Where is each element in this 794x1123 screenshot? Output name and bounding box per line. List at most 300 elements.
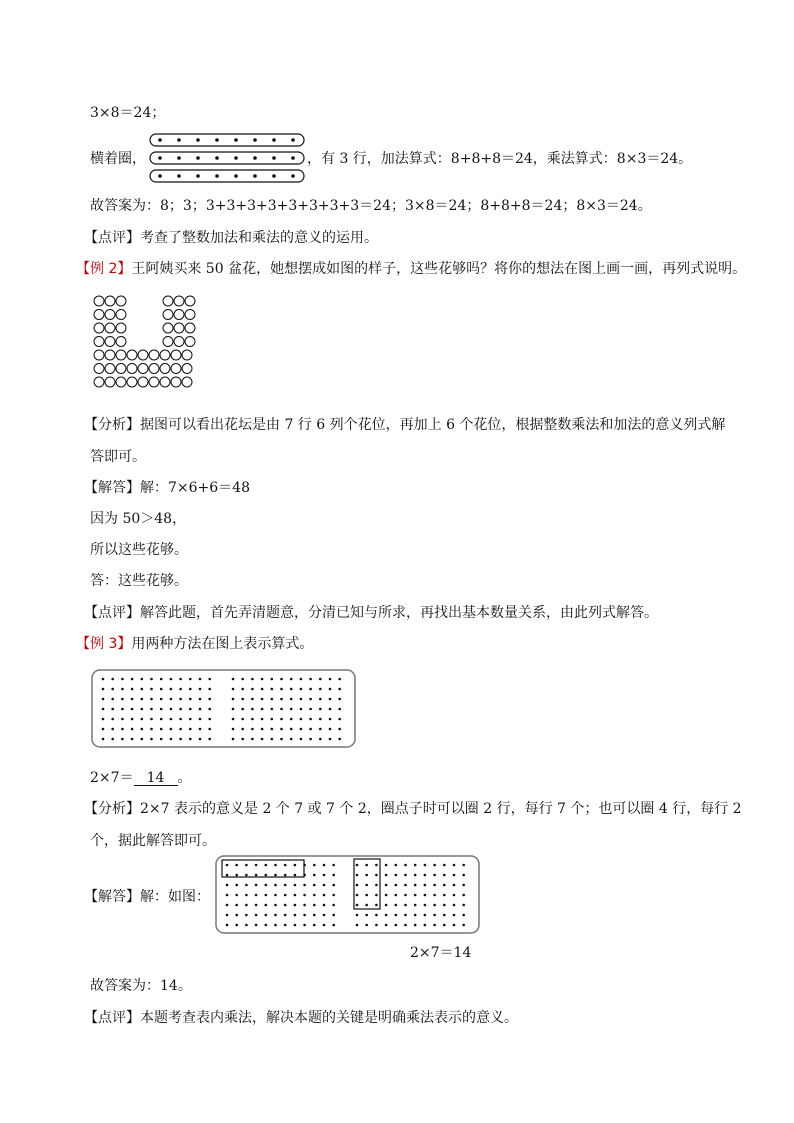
dot — [232, 728, 235, 731]
dot — [177, 174, 181, 178]
dot — [443, 894, 446, 897]
dot — [365, 864, 368, 867]
flower-pot — [116, 350, 126, 360]
ex1-dot-rows-figure — [148, 131, 308, 185]
dot — [294, 924, 297, 927]
dot — [443, 914, 446, 917]
dot — [453, 874, 456, 877]
dot — [395, 884, 398, 887]
dot — [179, 688, 182, 691]
dot — [365, 924, 368, 927]
dot — [303, 924, 306, 927]
flower-pot — [182, 350, 192, 360]
dot — [290, 728, 293, 731]
flower-pot — [149, 350, 159, 360]
dot — [261, 718, 264, 721]
dot — [274, 864, 277, 867]
dot — [150, 708, 153, 711]
flower-pot — [174, 337, 184, 347]
dot — [131, 718, 134, 721]
dot — [234, 138, 238, 142]
dot — [189, 698, 192, 701]
dot — [424, 884, 427, 887]
dot — [189, 718, 192, 721]
dot — [385, 874, 388, 877]
dot — [433, 904, 436, 907]
dot — [271, 708, 274, 711]
dot — [245, 924, 248, 927]
dot — [424, 914, 427, 917]
dot — [309, 718, 312, 721]
dot — [291, 156, 295, 160]
flower-pot — [185, 296, 195, 306]
dot — [199, 718, 202, 721]
dot — [274, 904, 277, 907]
dot — [313, 894, 316, 897]
ex1-answer: 故答案为：8；3；3+3+3+3+3+3+3+3＝24；3×8＝24；8+8+8＝24；8×3＝24。 — [90, 198, 652, 214]
dot — [332, 914, 335, 917]
ex3-analysis-2: 个，据此解答即可。 — [90, 833, 216, 849]
dot — [179, 718, 182, 721]
dot — [179, 728, 182, 731]
dot — [284, 864, 287, 867]
dot — [179, 738, 182, 741]
dot — [199, 698, 202, 701]
dot — [261, 688, 264, 691]
ex1-comment: 考查了整数加法和乘法的意义的运用。 — [140, 230, 378, 246]
flower-pot — [182, 377, 192, 387]
dot — [338, 728, 341, 731]
flower-pot — [116, 310, 126, 320]
dot — [199, 728, 202, 731]
flower-pot — [160, 364, 170, 374]
dot — [251, 698, 254, 701]
dot — [280, 708, 283, 711]
dot — [271, 678, 274, 681]
ex3-analysis-1: 2×7 表示的意义是 2 个 7 或 7 个 2，圈点子时可以圈 2 行，每行 7 个；也可以圈 4 行，每行 2 — [140, 801, 742, 817]
flower-pot — [127, 364, 137, 374]
dot — [319, 728, 322, 731]
dot — [170, 738, 173, 741]
dot — [453, 924, 456, 927]
dot — [245, 894, 248, 897]
dot — [208, 678, 211, 681]
dot — [424, 924, 427, 927]
dot — [300, 688, 303, 691]
dot — [462, 864, 465, 867]
dot — [261, 708, 264, 711]
ex3-figure-caption: 2×7＝14 — [410, 945, 472, 961]
dot — [271, 718, 274, 721]
dot — [443, 924, 446, 927]
dot — [208, 698, 211, 701]
dot — [332, 924, 335, 927]
dot — [208, 728, 211, 731]
dot — [323, 924, 326, 927]
dot — [179, 698, 182, 701]
dot — [141, 678, 144, 681]
dot — [375, 864, 378, 867]
flower-pot — [94, 377, 104, 387]
flower-pot — [116, 323, 126, 333]
dot — [414, 914, 417, 917]
flower-pot — [149, 377, 159, 387]
dot — [208, 688, 211, 691]
dot — [300, 738, 303, 741]
flower-pot — [116, 364, 126, 374]
dot — [272, 138, 276, 142]
dot — [329, 718, 332, 721]
ex3-formula-suffix: 。 — [177, 770, 192, 786]
dot — [462, 904, 465, 907]
dot — [284, 914, 287, 917]
dot — [375, 914, 378, 917]
dot — [111, 708, 114, 711]
dot — [241, 708, 244, 711]
dot — [356, 864, 359, 867]
dot — [313, 864, 316, 867]
dot — [241, 738, 244, 741]
dot — [443, 884, 446, 887]
dot — [329, 708, 332, 711]
dot — [255, 874, 258, 877]
dot — [235, 894, 238, 897]
dot — [271, 698, 274, 701]
dot — [150, 718, 153, 721]
ex3-tag: 【例 3】 — [76, 636, 132, 652]
dot — [414, 894, 417, 897]
ex3-dot-grid-figure — [91, 669, 357, 749]
dot — [319, 678, 322, 681]
dot — [265, 924, 268, 927]
dot — [309, 708, 312, 711]
dot — [365, 884, 368, 887]
dot — [177, 156, 181, 160]
dot — [261, 698, 264, 701]
ex2-analysis-2: 答即可。 — [90, 449, 146, 465]
dot — [462, 914, 465, 917]
dot — [329, 728, 332, 731]
dot — [338, 678, 341, 681]
dot — [111, 738, 114, 741]
flower-pot — [174, 323, 184, 333]
dot — [375, 924, 378, 927]
dot — [291, 174, 295, 178]
dot — [414, 904, 417, 907]
dot — [160, 728, 163, 731]
flower-pot — [182, 364, 192, 374]
dot — [226, 874, 229, 877]
dot — [271, 688, 274, 691]
dot — [141, 698, 144, 701]
flower-pot — [171, 350, 181, 360]
dot — [414, 874, 417, 877]
dot — [424, 864, 427, 867]
dot — [443, 874, 446, 877]
dot — [196, 138, 200, 142]
dot — [111, 688, 114, 691]
dot — [131, 688, 134, 691]
dot — [226, 904, 229, 907]
ex2-comment: 解答此题，首先弄清题意，分清已知与所求，再找出基本数量关系，由此列式解答。 — [140, 605, 658, 621]
dot — [462, 894, 465, 897]
dot — [365, 894, 368, 897]
dot — [226, 894, 229, 897]
dot — [170, 708, 173, 711]
dot — [274, 914, 277, 917]
flower-pot — [171, 364, 181, 374]
dot — [274, 924, 277, 927]
dot — [160, 738, 163, 741]
dot — [265, 874, 268, 877]
dot — [329, 698, 332, 701]
dot — [291, 138, 295, 142]
dot — [294, 904, 297, 907]
dot — [251, 728, 254, 731]
dot — [196, 174, 200, 178]
ex1-circle-suffix: ，有 3 行，加法算式：8+8+8＝24，乘法算式：8×3＝24。 — [307, 151, 693, 167]
flower-pot — [127, 350, 137, 360]
dot — [443, 864, 446, 867]
dot — [332, 904, 335, 907]
dot — [433, 884, 436, 887]
dot — [121, 728, 124, 731]
dot — [414, 884, 417, 887]
ex2-question: 王阿姨买来 50 盆花，她想摆成如图的样子，这些花够吗？将你的想法在图上画一画，再列式说明。 — [131, 261, 747, 277]
dot — [453, 884, 456, 887]
dot — [284, 894, 287, 897]
dot — [245, 914, 248, 917]
dot — [280, 728, 283, 731]
dot — [284, 924, 287, 927]
dot — [121, 698, 124, 701]
dot — [284, 904, 287, 907]
dot — [375, 874, 378, 877]
dot — [102, 728, 105, 731]
dot — [121, 678, 124, 681]
dot — [255, 864, 258, 867]
dot — [313, 914, 316, 917]
dot — [404, 864, 407, 867]
dot — [102, 698, 105, 701]
dot — [356, 894, 359, 897]
dot — [323, 914, 326, 917]
dot — [274, 884, 277, 887]
dot — [284, 874, 287, 877]
dot — [433, 894, 436, 897]
dot — [338, 708, 341, 711]
dot — [356, 884, 359, 887]
flower-pot — [171, 377, 181, 387]
flower-pot — [138, 377, 148, 387]
dot — [404, 914, 407, 917]
dot — [245, 904, 248, 907]
dot — [241, 688, 244, 691]
dot — [424, 874, 427, 877]
dot — [208, 718, 211, 721]
dot — [280, 678, 283, 681]
dot — [375, 904, 378, 907]
ex2-analysis-1: 据图可以看出花坛是由 7 行 6 列个花位，再加上 6 个花位，根据整数乘法和加法的意义列式解 — [140, 417, 726, 433]
dot — [313, 874, 316, 877]
flower-pot — [163, 296, 173, 306]
ex3-solution: 解：如图： — [140, 889, 210, 905]
dot — [199, 688, 202, 691]
dot — [141, 718, 144, 721]
dot — [160, 708, 163, 711]
dot — [462, 874, 465, 877]
dot — [208, 738, 211, 741]
dot — [290, 688, 293, 691]
dot — [462, 884, 465, 887]
dot — [232, 708, 235, 711]
flower-pot — [174, 310, 184, 320]
dot — [150, 678, 153, 681]
dot — [323, 864, 326, 867]
dot — [365, 874, 368, 877]
dot — [309, 698, 312, 701]
dot — [300, 708, 303, 711]
dot — [375, 884, 378, 887]
dot — [453, 864, 456, 867]
dot — [356, 914, 359, 917]
dot — [274, 894, 277, 897]
dot — [160, 688, 163, 691]
selection-2-rows-of-7 — [222, 860, 304, 877]
dot — [255, 904, 258, 907]
dot — [271, 738, 274, 741]
dot — [265, 894, 268, 897]
dot — [261, 728, 264, 731]
ex3-comment-tag: 【点评】 — [84, 1010, 140, 1026]
dot — [245, 884, 248, 887]
dot — [290, 708, 293, 711]
dot — [303, 894, 306, 897]
ex2-analysis-tag: 【分析】 — [84, 417, 140, 433]
dot — [272, 156, 276, 160]
dot — [179, 678, 182, 681]
flower-pot — [160, 350, 170, 360]
dot — [385, 884, 388, 887]
dot — [253, 156, 257, 160]
dot — [290, 718, 293, 721]
dot — [189, 708, 192, 711]
dot — [160, 678, 163, 681]
dot — [111, 698, 114, 701]
dot — [241, 728, 244, 731]
flower-pot — [105, 310, 115, 320]
dot — [395, 874, 398, 877]
ex2-tag: 【例 2】 — [76, 261, 132, 277]
dot — [170, 718, 173, 721]
flower-pot — [105, 377, 115, 387]
dot — [414, 864, 417, 867]
dot — [199, 738, 202, 741]
dot — [215, 156, 219, 160]
dot — [241, 698, 244, 701]
dot — [141, 688, 144, 691]
dot — [232, 678, 235, 681]
dot — [356, 904, 359, 907]
flower-pot — [94, 323, 104, 333]
dot — [251, 688, 254, 691]
dot — [226, 864, 229, 867]
dot — [319, 738, 322, 741]
dot — [170, 728, 173, 731]
dot — [232, 738, 235, 741]
dot — [102, 688, 105, 691]
ex2-solution: 解：7×6+6＝48 — [140, 480, 250, 496]
dot — [131, 738, 134, 741]
dot — [338, 688, 341, 691]
dot — [245, 874, 248, 877]
dot — [141, 708, 144, 711]
dot — [121, 718, 124, 721]
dot — [141, 728, 144, 731]
dot — [385, 894, 388, 897]
dot — [290, 738, 293, 741]
dot — [274, 874, 277, 877]
dot — [294, 894, 297, 897]
dot — [319, 718, 322, 721]
dot — [226, 884, 229, 887]
dot — [199, 678, 202, 681]
dot — [414, 924, 417, 927]
ex3-solution-figure — [215, 855, 481, 935]
dot — [158, 156, 162, 160]
flower-pot — [185, 310, 195, 320]
dot — [395, 904, 398, 907]
dot — [235, 874, 238, 877]
dot — [300, 678, 303, 681]
dot — [453, 894, 456, 897]
dot — [443, 904, 446, 907]
flower-pot — [105, 337, 115, 347]
dot — [323, 904, 326, 907]
dot — [158, 174, 162, 178]
dot — [271, 728, 274, 731]
dot — [150, 738, 153, 741]
dot — [319, 688, 322, 691]
dot — [395, 924, 398, 927]
dot — [385, 914, 388, 917]
dot — [255, 924, 258, 927]
dot — [453, 904, 456, 907]
dot — [235, 924, 238, 927]
dot — [300, 718, 303, 721]
dot — [261, 678, 264, 681]
dot — [253, 174, 257, 178]
flower-pot — [105, 296, 115, 306]
dot — [329, 678, 332, 681]
dot — [111, 678, 114, 681]
dot — [189, 738, 192, 741]
dot — [226, 914, 229, 917]
dot — [313, 884, 316, 887]
dot — [232, 688, 235, 691]
dot — [294, 874, 297, 877]
dot — [404, 884, 407, 887]
flower-pot — [185, 337, 195, 347]
dot — [102, 708, 105, 711]
dot — [160, 698, 163, 701]
dot — [338, 738, 341, 741]
dot — [294, 884, 297, 887]
dot — [265, 914, 268, 917]
dot — [395, 864, 398, 867]
dot — [253, 138, 257, 142]
dot — [241, 678, 244, 681]
